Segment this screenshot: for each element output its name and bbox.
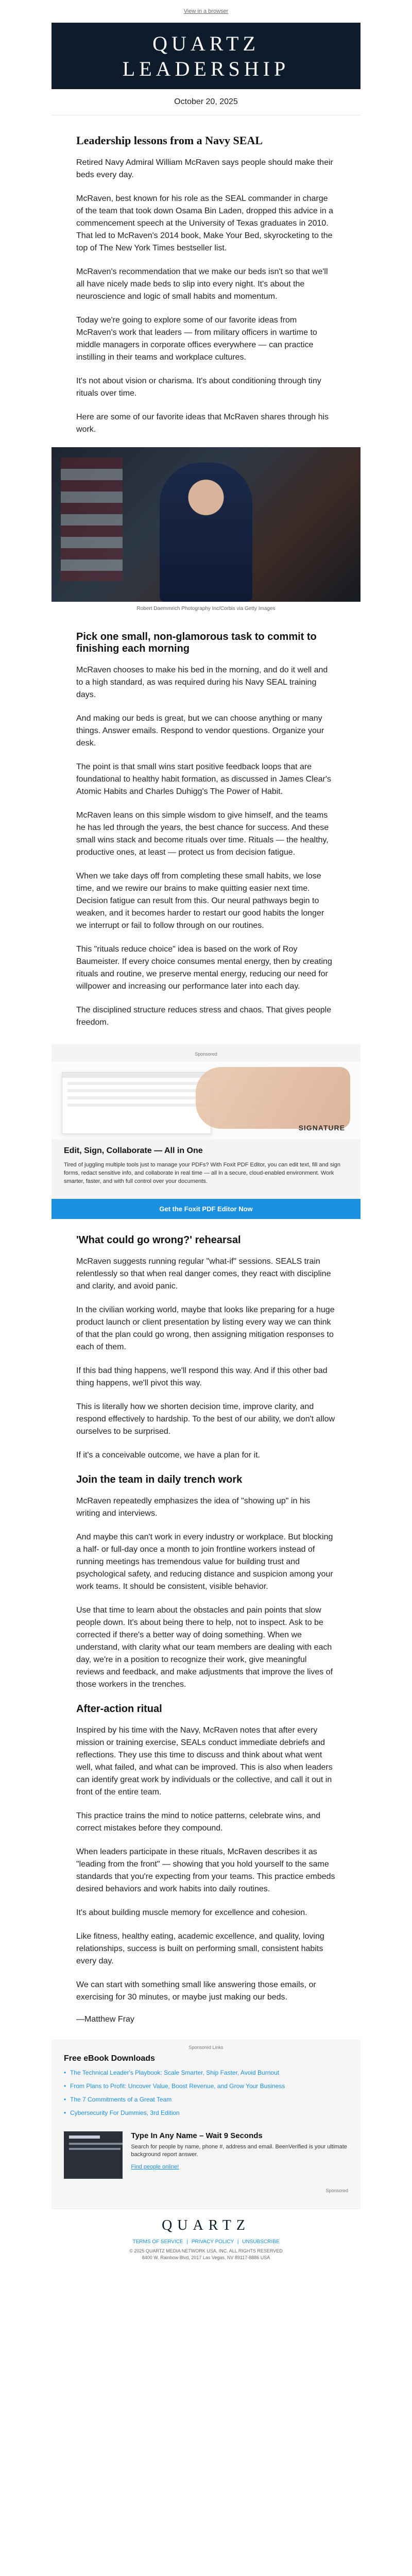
promo-link[interactable]: Find people online! [131,2164,179,2170]
ebook-link[interactable]: The 7 Commitments of a Great Team [70,2096,172,2103]
thumb-bar [69,2148,121,2150]
intro-paragraph: Retired Navy Admiral William McRaven says people should make their beds every day. [76,158,333,179]
section-heading: Pick one small, non-glamorous task to commit to finishing each morning [76,631,317,654]
section-paragraph: In the civilian working world, maybe that looks like preparing for a huge product launch or client presentation by listing every way we can think of that the plan could go wrong, then assigning mitigation responses to each of them. [76,1306,335,1351]
ebook-list [52,2069,360,2117]
doc-line [67,1096,205,1099]
footer-logo: QUARTZ [162,2217,250,2233]
document-illustration [62,1072,211,1134]
promo-heading: Type In Any Name – Wait 9 Seconds [131,2131,263,2140]
view-in-browser-link[interactable]: View in a browser [183,8,229,14]
section-paragraph: The point is that small wins start positive feedback loops that are foundational to healthy habit formation, as discussed in James Clear's Atomic Habits and Charles Duhigg's The Power of Habit. [76,762,331,796]
intro-paragraph: Here are some of our favorite ideas that McRaven shares through his work. [76,413,329,434]
intro-paragraph: It's not about vision or charisma. It's about conditioning through tiny rituals over time. [76,377,321,398]
footer [52,2209,360,2275]
promo-thumbnail[interactable] [64,2131,123,2179]
section-paragraph: McRaven leans on this simple wisdom to give himself, and the teams he has led through the years, the best chance for success. And these small wins stack and become rituals over time. Rituals — the healthy, productive ones, at least — protect us from decision fatigue. [76,811,329,857]
section-paragraph: It's about building muscle memory for excellence and cohesion. [76,1908,307,1917]
brand-line-2: LEADERSHIP [122,57,290,80]
ad-body [52,1139,360,1199]
photo-portrait-shape [160,463,252,602]
ebook-link[interactable]: The Technical Leader's Playbook: Scale Smarter, Ship Faster, Avoid Burnout [70,2069,280,2076]
article-body [52,134,360,436]
doc-line [67,1082,205,1085]
sponsored-links-tag: Sponsored Links [188,2045,224,2050]
section-paragraph: The disciplined structure reduces stress and chaos. That gives people freedom. [76,1006,332,1027]
ebook-item [64,2069,348,2077]
section-paragraph: This practice trains the mind to notice patterns, celebrate wins, and correct mistakes before they compound. [76,1811,321,1833]
sponsored-links [52,2040,360,2209]
thumb-bar [69,2143,123,2145]
footer-links [52,2239,360,2245]
section-heading: Join the team in daily trench work [76,1474,243,1485]
thumb-bar [69,2136,100,2139]
ebook-link[interactable]: From Plans to Profit: Uncover Value, Boost Revenue, and Grow Your Business [70,2082,285,2090]
section-paragraph: McRaven repeatedly emphasizes the idea of "showing up" in his writing and interviews. [76,1497,311,1518]
ad-text: Tired of juggling multiple tools just to manage your PDFs? With Foxit PDF Editor, you can edit text, fill and sign forms, redact sensitive info, and collaborate in real time — all in a secure, cloud-enabled environment. Work smarter, faster, and with full control over your documents. [64,1162,341,1184]
article-title: Leadership lessons from a Navy SEAL [76,134,263,147]
intro-paragraph: McRaven's recommendation that we make our beds isn't so that we'll all have nicely made beds to slip into every night. It's about the neuroscience and logic of small habits and momentum. [76,267,328,301]
newsletter-date: October 20, 2025 [52,89,360,115]
brand-header [52,23,360,89]
section-paragraph: We can start with something small like answering those emails, or exercising for 30 minutes, or maybe just making our beds. [76,1980,316,2002]
doc-line [67,1089,205,1092]
brand-line-1: QUARTZ [152,31,260,55]
email-column [52,0,360,2275]
doc-line [67,1104,205,1107]
promo-sponsored-tag: Sponsored [325,2188,348,2193]
section-paragraph: If this bad thing happens, we'll respond this way. And if this other bad thing happens, we'll pivot this way. [76,1366,328,1387]
doc-toolbar [62,1073,211,1078]
photo-flag-shape [61,457,123,581]
intro-paragraph: McRaven, best known for his role as the SEAL commander in charge of the team that took down Osama Bin Laden, dropped this advice in a commencement speech at the University of Texas graduates in 2010. That led to McRaven's 2014 book, Make Your Bed, skyrocketing to the top of The New York Times bestseller list. [76,194,333,252]
section-paragraph: Use that time to learn about the obstacles and pain points that slow people down. It's about being there to help, not to inspect. Ask to be corrected if there's a better way of doing something. When we understand, with clarity what our team members are dealing with each day, we're in a position to recognize their work, give meaningful reviews and feedback, and make adjustments that improve the lives of those workers in the trenches. [76,1606,333,1689]
section-paragraph: McRaven chooses to make his bed in the morning, and do it well and to a high standard, as was required during his Navy SEAL training days. [76,666,328,699]
section-paragraph: If it's a conceivable outcome, we have a plan for it. [76,1451,261,1460]
footer-copyright: © 2025 QUARTZ MEDIA NETWORK USA, INC. ALL RIGHTS RESERVED [129,2248,283,2253]
photo-caption: Robert Daemmrich Photography Inc/Corbis via Getty Images [136,606,276,612]
ebook-item [64,2082,348,2090]
people-search-promo [52,2122,360,2188]
ebook-item [64,2109,348,2117]
ebook-link[interactable]: Cybersecurity For Dummies, 3rd Edition [70,2109,180,2116]
article-photo [52,447,360,602]
intro-paragraph: Today we're going to explore some of our favorite ideas from McRaven's work that leaders — from military officers in wartime to middle managers in corporate offices everywhere — can practice instilling in their teams and workplace cultures. [76,316,317,362]
ebook-heading: Free eBook Downloads [64,2054,155,2063]
section-paragraph: When leaders participate in these rituals, McRaven describes it as "leading from the front" — showing that you hold yourself to the same standards that you're expecting from your teams. This practice embeds desired behaviors and work habits into daily routines. [76,1848,335,1893]
hand-illustration [196,1067,350,1129]
section-heading: After-action ritual [76,1703,162,1715]
article-section-1 [52,631,360,1029]
footer-sep: | [186,2239,188,2245]
privacy-link[interactable]: PRIVACY POLICY [191,2239,234,2245]
sponsored-ad [52,1044,360,1219]
promo-text [131,2131,348,2171]
unsubscribe-link[interactable]: UNSUBSCRIBE [242,2239,280,2245]
article-section-2 [52,1234,360,2024]
section-paragraph: This "rituals reduce choice" idea is based on the work of Roy Baumeister. If every choice consumes mental energy, then by creating rituals and routine, we preserve mental energy, reducing our need for willpower and increasing our performance later into each day. [76,945,332,991]
ad-cta-button[interactable]: Get the Foxit PDF Editor Now [52,1199,360,1219]
ad-heading: Edit, Sign, Collaborate — All in One [64,1146,203,1155]
signature-label: SIGNATURE [298,1124,345,1132]
footer-address: 8400 W. Rainbow Blvd, 2017 Las Vegas, NV 89117-8886 USA [142,2255,270,2260]
section-heading: 'What could go wrong?' rehearsal [76,1234,241,1246]
section-paragraph: Like fitness, healthy eating, academic excellence, and quality, loving relationships, success is built on performing small, consistent habits every day. [76,1932,324,1965]
footer-sep: | [237,2239,239,2245]
section-paragraph: When we take days off from completing these small habits, we lose time, and we rewire our brains to make quitting easier next time. Decision fatigue can result from this. Our neural pathways begin to weaken, and it becomes harder to restart our good habits the longer we interrupt or fail to follow through on our routines. [76,872,324,930]
ad-image[interactable] [52,1062,360,1139]
promo-description: Search for people by name, phone #, address and email. BeenVerified is your ultimate background report answer. [131,2144,347,2158]
ebook-item [64,2095,348,2104]
section-paragraph: McRaven suggests running regular "what-if" sessions. SEALS train relentlessly so that when real danger comes, they react with discipline and clarity, and avoid panic. [76,1257,331,1291]
terms-link[interactable]: TERMS OF SERVICE [132,2239,183,2245]
top-bar [52,0,360,23]
section-paragraph: Inspired by his time with the Navy, McRaven notes that after every mission or training exercise, SEALs conduct immediate debriefs and reflections. They use this time to discuss and think about what went well, what failed, and what can be improved. This is also when leaders can identify great work by individuals or the collective, and call it out in front of the entire team. [76,1726,333,1797]
section-paragraph: And making our beds is great, but we can choose anything or many things. Answer emails. Respond to vendor questions. Organize your desk. [76,714,324,748]
author-signoff: —Matthew Fray [76,2015,134,2024]
section-paragraph: This is literally how we shorten decision time, improve clarity, and respond effectively to hardship. To the best of our ability, we don't allow ourselves to be surprised. [76,1402,335,1436]
sponsored-tag: Sponsored [195,1052,217,1057]
section-paragraph: And maybe this can't work in every industry or workplace. But blocking a half- or full-day once a month to join frontline workers instead of running meetings has tremendous value for building trust and psychological safety, and reducing distance and suspicion among your work teams. It should be consistent, visible behavior. [76,1533,333,1591]
